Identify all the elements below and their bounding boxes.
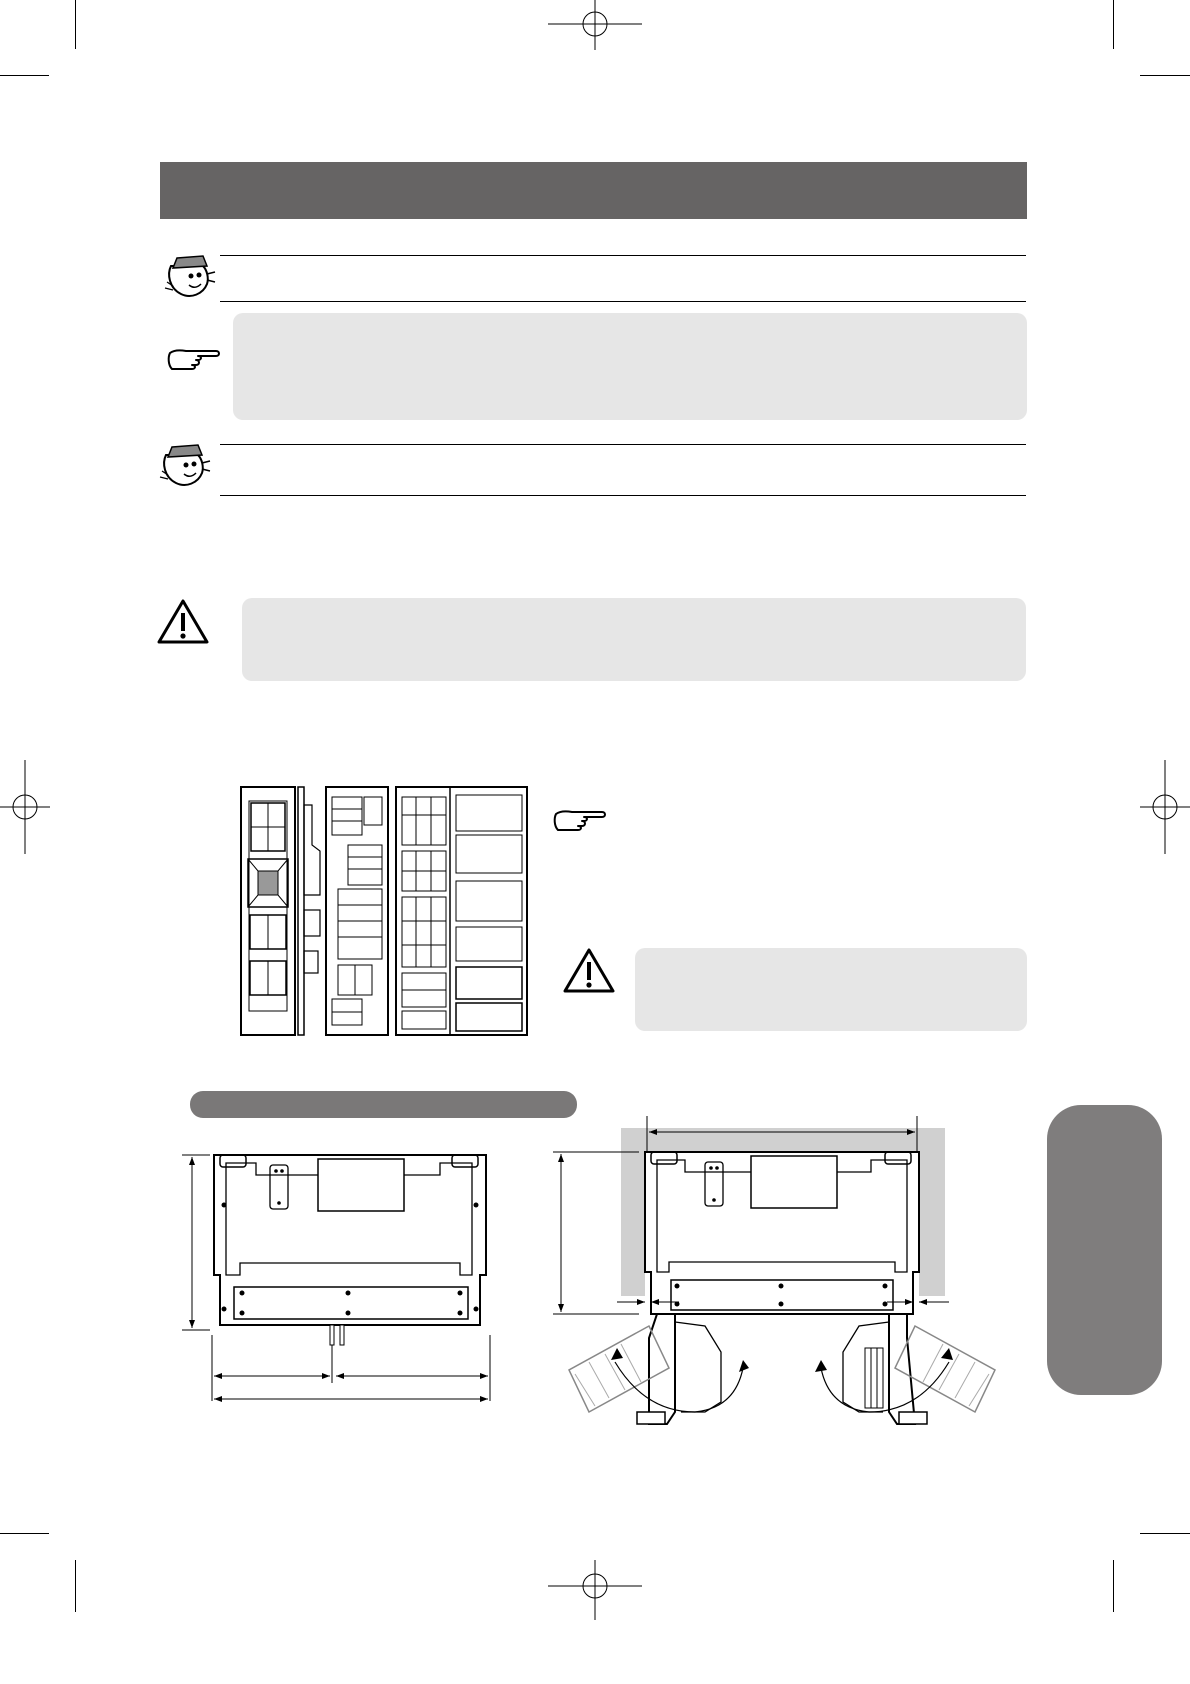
page-header-bar (160, 162, 1027, 219)
pointing-hand-icon (552, 808, 606, 834)
side-chapter-tab (1047, 1105, 1162, 1395)
warning-triangle-icon (562, 947, 616, 995)
refrigerator-interior-diagram (240, 785, 530, 1037)
crop-mark-tl-h (0, 75, 49, 76)
section-rule (220, 301, 1026, 302)
registration-crosshair-icon (1140, 760, 1190, 854)
mascot-face-icon (163, 252, 219, 300)
warning-box (242, 598, 1026, 681)
top-view-dimension-diagram (180, 1145, 500, 1405)
crop-mark-tl-v (75, 0, 76, 49)
pointing-hand-icon (166, 347, 220, 373)
crop-mark-bl-h (0, 1533, 49, 1534)
mascot-face-icon (158, 441, 214, 489)
crop-mark-br-h (1140, 1533, 1190, 1534)
crop-mark-tr-h (1140, 75, 1190, 76)
note-box (233, 313, 1027, 420)
section-heading-pill (190, 1091, 577, 1118)
registration-crosshair-icon (548, 1560, 642, 1620)
door-clearance-diagram (545, 1112, 1035, 1442)
section-rule (220, 495, 1026, 496)
crop-mark-tr-v (1113, 0, 1114, 49)
warning-triangle-icon (156, 598, 210, 646)
warning-box (635, 948, 1027, 1031)
registration-crosshair-icon (548, 0, 642, 50)
crop-mark-br-v (1113, 1560, 1114, 1612)
registration-crosshair-icon (0, 760, 50, 854)
crop-mark-bl-v (75, 1560, 76, 1612)
section-rule (220, 255, 1026, 256)
section-rule (220, 444, 1026, 445)
